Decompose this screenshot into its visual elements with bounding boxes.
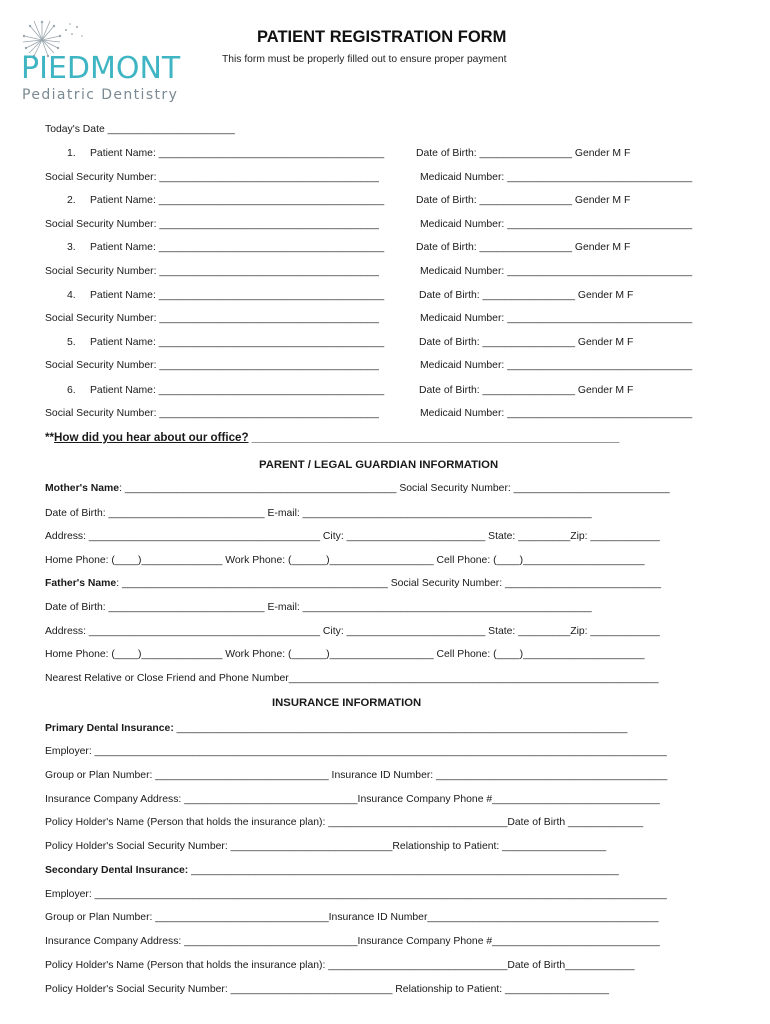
mother-name-field[interactable]: : _______________________________________________ Social Security Number: ___________________________ [119, 483, 670, 494]
patient-number: 2. [67, 195, 76, 206]
secondary-employer-field[interactable]: Employer: ___________________________________________________________________________________________________ [45, 889, 667, 900]
referral-question-text: How did you hear about our office? [54, 431, 249, 444]
patient-name-field[interactable]: Patient Name: _______________________________________ [90, 148, 385, 159]
patient-number: 3. [67, 242, 76, 253]
patient-dob-gender-field[interactable]: Date of Birth: ________________ Gender M F [416, 195, 631, 206]
father-phones-field[interactable]: Home Phone: (____)______________ Work Phone: (______)__________________ Cell Phone: (____)_____________________ [45, 649, 645, 660]
patient-number: 5. [67, 337, 76, 348]
father-dob-email-field[interactable]: Date of Birth: ___________________________ E-mail: __________________________________________________ [45, 602, 592, 613]
secondary-group-id-field[interactable]: Group or Plan Number: ______________________________Insurance ID Number________________________________________ [45, 912, 659, 923]
secondary-insurance-row[interactable] [45, 864, 619, 878]
primary-insurance-label: Primary Dental Insurance: [45, 723, 174, 734]
secondary-holder-name-field[interactable]: Policy Holder's Name (Person that holds the insurance plan): _______________________________Date of Birth____________ [45, 960, 635, 971]
patient-medicaid-field[interactable]: Medicaid Number: ________________________________ [420, 172, 693, 183]
logo-wordmark: PIEDMONT [21, 51, 181, 86]
patient-name-field[interactable]: Patient Name: _______________________________________ [90, 242, 385, 253]
patient-ssn-field[interactable]: Social Security Number: ______________________________________ [45, 219, 379, 230]
secondary-company-field[interactable]: Insurance Company Address: ______________________________Insurance Company Phone #_____________________________ [45, 936, 660, 947]
todays-date-field[interactable]: Today's Date ______________________ [45, 124, 235, 135]
patient-dob-gender-field[interactable]: Date of Birth: ________________ Gender M F [416, 148, 631, 159]
patient-dob-gender-field[interactable]: Date of Birth: ________________ Gender M F [419, 290, 634, 301]
patient-name-field[interactable]: Patient Name: _______________________________________ [90, 337, 385, 348]
patient-name-field[interactable]: Patient Name: _______________________________________ [90, 290, 385, 301]
patient-number: 1. [67, 148, 76, 159]
father-name-label: Father's Name [45, 578, 117, 589]
patient-medicaid-field[interactable]: Medicaid Number: ________________________________ [420, 219, 693, 230]
father-name-row[interactable] [45, 577, 661, 591]
father-address-field[interactable]: Address: ________________________________________ City: ________________________ State: _________Zip: ____________ [45, 626, 660, 637]
guardian-heading: PARENT / LEGAL GUARDIAN INFORMATION [259, 459, 499, 471]
secondary-holder-ssn-field[interactable]: Policy Holder's Social Security Number: ____________________________ Relationship to Patient: __________________ [45, 984, 610, 995]
referral-prefix: ** [45, 431, 55, 444]
mother-dob-email-field[interactable]: Date of Birth: ___________________________ E-mail: __________________________________________________ [45, 508, 592, 519]
patient-name-field[interactable]: Patient Name: _______________________________________ [90, 385, 385, 396]
primary-employer-field[interactable]: Employer: ___________________________________________________________________________________________________ [45, 746, 667, 757]
primary-company-field[interactable]: Insurance Company Address: ______________________________Insurance Company Phone #_____________________________ [45, 794, 660, 805]
referral-question[interactable] [45, 431, 619, 445]
patient-medicaid-field[interactable]: Medicaid Number: ________________________________ [420, 266, 693, 277]
patient-ssn-field[interactable]: Social Security Number: ______________________________________ [45, 172, 379, 183]
patient-ssn-field[interactable]: Social Security Number: ______________________________________ [45, 266, 379, 277]
primary-insurance-field[interactable]: ______________________________________________________________________________ [173, 723, 628, 734]
page-title: PATIENT REGISTRATION FORM [257, 28, 507, 46]
patient-number: 4. [67, 290, 76, 301]
father-name-field[interactable]: : ______________________________________________ Social Security Number: ___________________________ [116, 578, 662, 589]
logo-subtitle: Pediatric Dentistry [22, 87, 179, 103]
patient-dob-gender-field[interactable]: Date of Birth: ________________ Gender M F [419, 337, 634, 348]
mother-phones-field[interactable]: Home Phone: (____)______________ Work Phone: (______)__________________ Cell Phone: (____)_____________________ [45, 555, 645, 566]
secondary-insurance-label: Secondary Dental Insurance: [45, 865, 189, 876]
patient-name-field[interactable]: Patient Name: _______________________________________ [90, 195, 385, 206]
referral-blank[interactable]: _________________________________________________________ [248, 431, 620, 444]
primary-group-id-field[interactable]: Group or Plan Number: ______________________________ Insurance ID Number: ________________________________________ [45, 770, 668, 781]
primary-holder-name-field[interactable]: Policy Holder's Name (Person that holds the insurance plan): _______________________________Date of Birth _____________ [45, 817, 644, 828]
patient-medicaid-field[interactable]: Medicaid Number: ________________________________ [420, 360, 693, 371]
page-subtitle: This form must be properly filled out to ensure proper payment [222, 54, 507, 65]
secondary-insurance-field[interactable]: __________________________________________________________________________ [188, 865, 619, 876]
patient-number: 6. [67, 385, 76, 396]
patient-medicaid-field[interactable]: Medicaid Number: ________________________________ [420, 313, 693, 324]
patient-ssn-field[interactable]: Social Security Number: ______________________________________ [45, 313, 379, 324]
patient-ssn-field[interactable]: Social Security Number: ______________________________________ [45, 408, 379, 419]
insurance-heading: INSURANCE INFORMATION [272, 697, 422, 709]
patient-medicaid-field[interactable]: Medicaid Number: ________________________________ [420, 408, 693, 419]
patient-dob-gender-field[interactable]: Date of Birth: ________________ Gender M F [419, 385, 634, 396]
mother-name-label: Mother's Name [45, 483, 120, 494]
nearest-relative-field[interactable]: Nearest Relative or Close Friend and Phone Number________________________________________________________________ [45, 673, 659, 684]
patient-ssn-field[interactable]: Social Security Number: ______________________________________ [45, 360, 379, 371]
mother-name-row[interactable] [45, 482, 670, 496]
patient-dob-gender-field[interactable]: Date of Birth: ________________ Gender M F [416, 242, 631, 253]
primary-insurance-row[interactable] [45, 722, 627, 736]
primary-holder-ssn-field[interactable]: Policy Holder's Social Security Number: ____________________________Relationship to Patient: __________________ [45, 841, 607, 852]
mother-address-field[interactable]: Address: ________________________________________ City: ________________________ State: _________Zip: ____________ [45, 531, 660, 542]
